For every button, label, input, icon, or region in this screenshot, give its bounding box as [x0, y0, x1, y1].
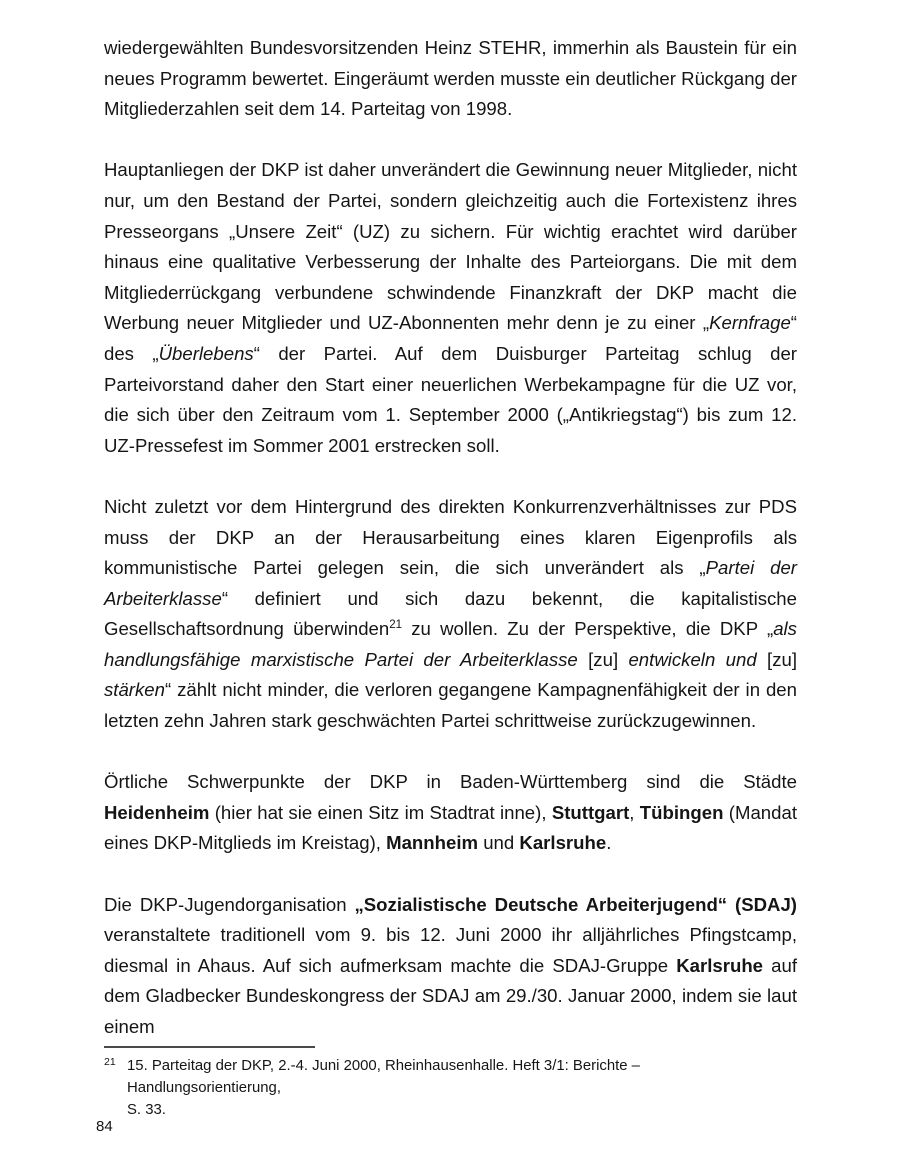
text-run-bold: Heidenheim	[104, 801, 210, 823]
text-run: .	[606, 832, 612, 854]
footnote-text-continued: S. 33.	[127, 1102, 166, 1118]
text-run: “ der Partei. Auf dem Duisburger Parteitag schlug der Parteivorstand daher den Start einer neuerlichen Werbekampagne für die UZ vor, die sich über den Zeitraum vom 1. September 2000 („Antikriegstag“) bis zum 12. UZ-Pressefest im Sommer 2001 erstrecken soll.	[104, 342, 797, 456]
text-run: veranstaltete traditionell vom 9. bis 12. Juni 2000 ihr alljährliches Pfingstcamp, diesmal in Ahaus. Auf sich aufmerksam machte die SDAJ-Gruppe	[104, 924, 797, 976]
text-run-bold: Tübingen	[639, 801, 724, 823]
text-run: [zu]	[756, 648, 797, 670]
footnote-divider	[104, 1046, 315, 1048]
text-run: wiedergewählten Bundesvorsitzenden Heinz STEHR, immerhin als Baustein für ein neues Programm bewertet. Eingeräumt werden musste ein deutlicher Rückgang der Mitgliederzahlen seit dem 14. Parteitag von 1998.	[104, 37, 797, 120]
text-run: ,	[629, 801, 640, 823]
text-run: Örtliche Schwerpunkte der DKP in Baden-Württemberg sind die Städte	[104, 771, 797, 793]
text-run: und	[478, 832, 520, 854]
text-run-bold: Stuttgart	[551, 801, 630, 823]
text-run-italic: stärken	[104, 679, 165, 701]
footnote-section	[104, 1046, 797, 1121]
text-run-italic: entwickeln und	[628, 648, 757, 670]
text-run-bold: Karlsruhe	[519, 832, 607, 854]
text-run-bold: Karlsruhe	[676, 954, 764, 976]
footnote-text: 15. Parteitag der DKP, 2.-4. Juni 2000, Rheinhausenhalle. Heft 3/1: Berichte – Handlungsorientierung,	[127, 1058, 640, 1096]
paragraph-1	[104, 33, 797, 125]
page-number: 84	[96, 1118, 113, 1135]
text-run: (Mandat eines DKP-Mitglieds im Kreistag),	[104, 801, 797, 854]
text-run: Nicht zuletzt vor dem Hintergrund des direkten Konkurrenzverhältnisses zur PDS muss der DKP an der Herausarbeitung eines klaren Eigenprofils als kommunistische Partei gelegen sein, die sich unverändert als „	[104, 495, 797, 579]
text-run: “ des „	[104, 312, 797, 364]
text-run: Die DKP-Jugendorganisation	[104, 893, 355, 915]
paragraph-4	[104, 767, 797, 859]
text-run-bold: Mannheim	[386, 832, 479, 854]
footnote-marker: 21	[104, 1056, 116, 1068]
text-run: “ definiert und sich dazu bekennt, die kapitalistische Gesellschaftsordnung überwinden	[104, 587, 797, 640]
text-run: auf dem Gladbecker Bundeskongress der SDAJ am 29./30. Januar 2000, indem sie laut einem	[104, 954, 797, 1037]
paragraph-5	[104, 890, 797, 1043]
paragraph-3	[104, 492, 797, 737]
text-run-italic: Partei der Arbeiterklasse	[104, 557, 797, 609]
text-run: [zu]	[577, 648, 629, 670]
text-run-italic: Kernfrage	[709, 312, 791, 334]
text-run: zu wollen. Zu der Perspektive, die DKP „	[402, 618, 774, 640]
footnote-item	[104, 1055, 797, 1121]
text-run: Hauptanliegen der DKP ist daher unverändert die Gewinnung neuer Mitglieder, nicht nur, um den Bestand der Partei, sondern gleichzeitig auch die Fortexistenz ihres Presseorgans „Unsere Zeit“ (UZ) zu sichern. Für wichtig erachtet wird darüber hinaus eine qualitative Verbesserung der Inhalte des Parteiorgans. Die mit dem Mitgliederrückgang verbundene schwindende Finanzkraft der DKP macht die Werbung neuer Mitglieder und UZ-Abonnenten mehr denn je zu einer „	[104, 159, 797, 334]
paragraph-2	[104, 155, 797, 461]
text-run: “ zählt nicht minder, die verloren gegangene Kampagnenfähigkeit der in den letzten zehn Jahren stark geschwächten Partei schrittweise zurückzugewinnen.	[104, 679, 797, 732]
text-run: (hier hat sie einen Sitz im Stadtrat inne),	[209, 801, 552, 823]
text-run-bold: „Sozialistische Deutsche Arbeiterjugend“ (SDAJ)	[354, 893, 798, 915]
text-run-italic: Überlebens	[158, 342, 254, 364]
text-run-italic: als handlungsfähige marxistische Partei der Arbeiterklasse	[104, 618, 797, 670]
document-body-text	[104, 33, 797, 1073]
footnote-reference-21: 21	[389, 619, 403, 632]
